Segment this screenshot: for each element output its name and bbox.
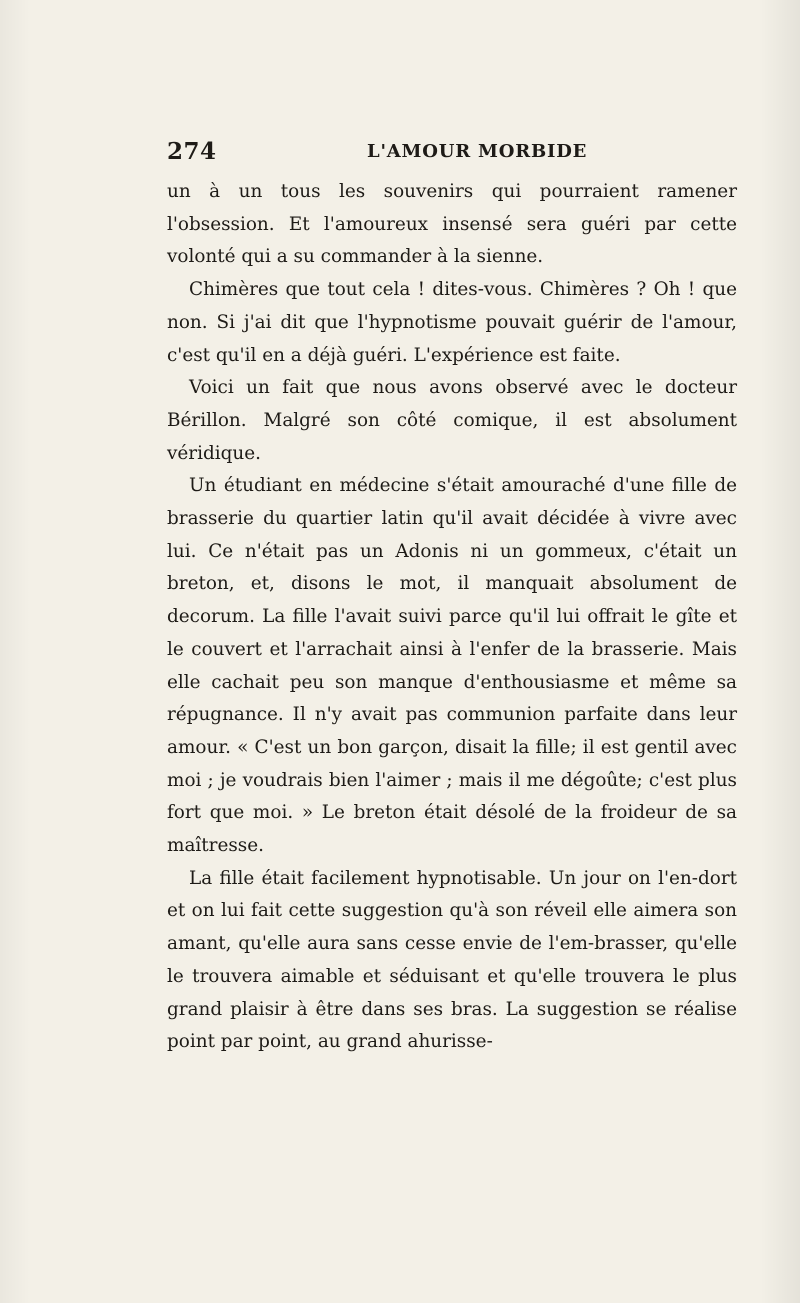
paragraph-chimeres: Chimères que tout cela ! dites-vous. Chimères ? Oh ! que non. Si j'ai dit que l'hypnotisme pouvait guérir de l'amour, c'est qu'il en a déjà guéri. L'expérience est faite. bbox=[167, 279, 737, 366]
paragraph-hypnotisable: La fille était facilement hypnotisable. Un jour on l'en-dort et on lui fait cette suggestion qu'à son réveil elle aimera son amant, qu'elle aura sans cesse envie de l'em-brasser, qu'elle le trouvera aimable et séduisant et qu'elle trouvera le plus grand plaisir à être dans ses bras. La suggestion se réalise point par point, au grand ahurisse- bbox=[167, 867, 737, 1053]
body-text bbox=[167, 176, 737, 1059]
paragraph-continuation: un à un tous les souvenirs qui pourraient ramener l'obsession. Et l'amoureux insensé sera guéri par cette volonté qui a su commander à la sienne. bbox=[167, 181, 737, 268]
paragraph-berillon: Voici un fait que nous avons observé avec le docteur Bérillon. Malgré son côté comique, il est absolument véridique. bbox=[167, 377, 737, 464]
paragraph-etudiant: Un étudiant en médecine s'était amouraché d'une fille de brasserie du quartier latin qu'il avait décidée à vivre avec lui. Ce n'était pas un Adonis ni un gommeux, c'était un breton, et, disons le mot, il manquait absolument de decorum. La fille l'avait suivi parce qu'il lui offrait le gîte et le couvert et l'arrachait ainsi à l'enfer de la brasserie. Mais elle cachait peu son manque d'enthousiasme et même sa répugnance. Il n'y avait pas communion parfaite dans leur amour. « C'est un bon garçon, disait la fille; il est gentil avec moi ; je voudrais bien l'aimer ; mais il me dégoûte; c'est plus fort que moi. » Le breton était désolé de la froideur de sa maîtresse. bbox=[167, 475, 737, 857]
page-header bbox=[167, 138, 737, 172]
page-number: 274 bbox=[167, 138, 217, 165]
running-title: L'AMOUR MORBIDE bbox=[367, 141, 588, 162]
